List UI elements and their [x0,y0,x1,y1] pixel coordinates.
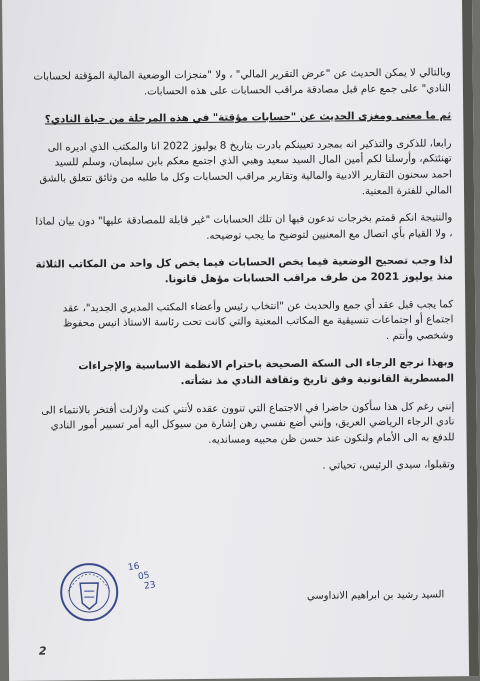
handnote-line-2: 05 [137,570,151,583]
page-edge-shadow [462,0,479,676]
paragraph-1: وبالتالي لا يمكن الحديث عن "عرض التقرير المالي" ، ولا "منجزات الوضعية المالية المؤقتة لحسابات النادي" على جمع عام قبل مصادقة مراقب الحسابات على هذه الحسابات. [33,67,452,98]
paragraph-5: لذا وجب تصحيح الوضعية فيما يخص الحسابات فيما يخص كل واحد من المكاتب الثلاثة منذ يوليوز 2021 من طرف مراقب الحسابات مؤهل قانونا. [35,255,453,286]
paragraph-9: وتقبلوا، سيدي الرئيس، تحياتي . [322,459,455,472]
paragraph-4: والنتيجة انكم قمتم بخرجات تدعون فيها ان تلك الحسابات "غير قابلة للمصادقة عليها" دون بيان لماذا ، ولا القيام بأي اتصال مع المعنيين لتوضيح ما يجب توضيحه. [35,212,453,242]
paragraph-2: ثم ما معنى ومغزى الحديث عن "حسابات مؤقتة" في هذه المرحلة من حياة النادي؟ [44,110,452,126]
paragraph-8: إنني رغم كل هذا سأكون حاضرا في الاجتماع التي تنوون عقده لأنني كنت ولازلت أفتخر بالانتماء الى نادي الرجاء الرياضي العريق، وإنني أضع نفسي رهن إشارة من سيوكل اليه أمر تسيير أمور النادي للدفع به الى الأمام ولنكون عند حسن ظن محبيه ومسانديه. [41,400,455,446]
signer-name: السيد رشيد بن ابراهيم الانداوسي [306,589,445,602]
handwritten-date [128,560,164,600]
document-page [2,0,479,681]
page-number: 2 [38,644,47,658]
letter-body [31,65,455,489]
paragraph-6: كما يجب قبل عقد أي جمع والحديث عن "انتخاب رئيس وأعضاء المكتب المديري الجديد"، عقد اجتماع أو اجتماعات تنسيقية مع المكاتب المعنية والتي كانت تحت رئاسة الاستاذ انيس محفوظ وشخصي وأنتم . [62,298,454,342]
handnote-line-1: 16 [127,561,141,574]
club-stamp [58,561,121,624]
paragraph-7: وبهذا نرجع الرجاء الى السكة الصحيحة باحترام الانظمة الاساسية والإجراءات المسطرية القانونية وفق تاريخ وثقافة النادي مذ نشأته. [78,357,455,388]
paragraph-3: رابعا، للذكرى والتذكير انه بمجرد تعيينكم بادرت بتاريخ 8 يوليوز 2022 انا والمكتب الذي اديره الى تهنئتكم، وأرسلنا لكم أمين المال السيد سعيد وهبي الذي اجتمع معكم بابن سليمان، وسلم للسيد احمد سحنون التقارير الادبية والمالية وتقارير مراقب الحسابات وكل ما طلبه من وثائق تتعلق بالشق المالي للفترة المعنية. [39,138,453,197]
handnote-line-3: 23 [143,580,157,592]
